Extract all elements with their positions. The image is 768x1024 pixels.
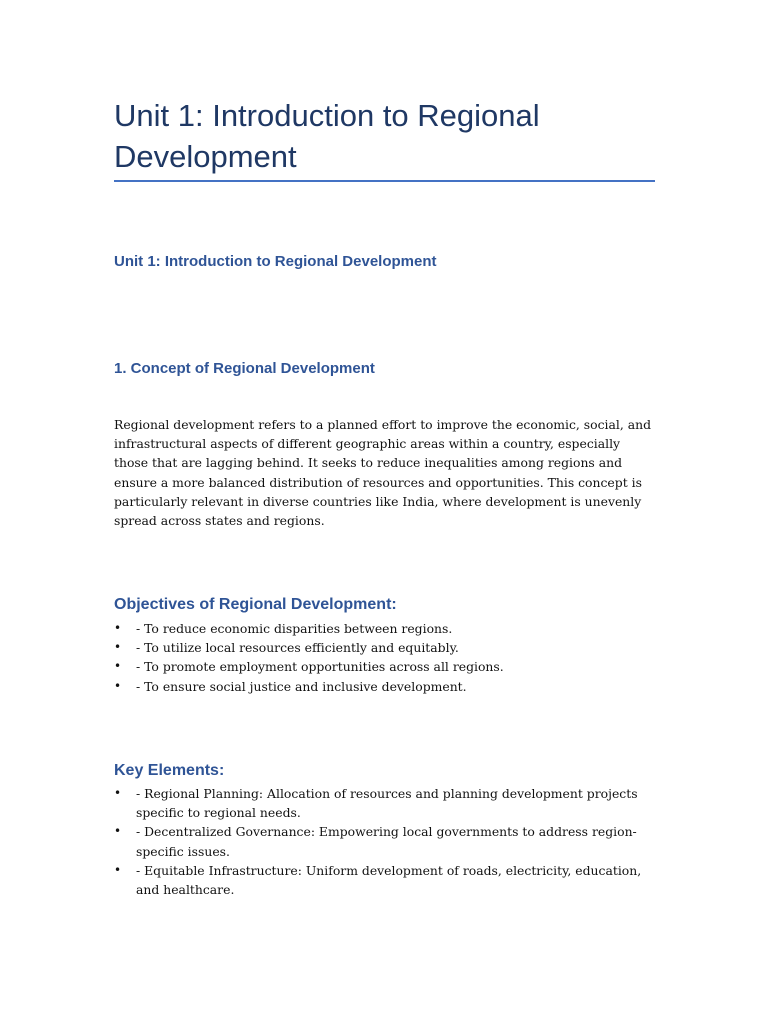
list-item-text: - To utilize local resources efficiently and equitably. — [136, 640, 459, 656]
list-item — [114, 677, 655, 696]
bullet-icon: • — [114, 824, 122, 839]
document-title: Unit 1: Introduction to Regional Development — [114, 98, 540, 174]
list-item-text: - Regional Planning: Allocation of resources and planning development projects specific to regional needs. — [136, 786, 638, 821]
section-heading-concept: 1. Concept of Regional Development — [114, 360, 375, 377]
bullet-icon: • — [114, 659, 122, 674]
list-item — [114, 619, 655, 638]
list-item — [114, 657, 655, 676]
objectives-list — [114, 619, 655, 696]
document-subtitle: Unit 1: Introduction to Regional Development — [114, 253, 437, 270]
list-item — [114, 638, 655, 657]
list-item-text: - To reduce economic disparities between regions. — [136, 621, 453, 636]
list-item — [114, 822, 655, 860]
title-underline-rule — [114, 180, 655, 182]
bullet-icon: • — [114, 786, 122, 800]
concept-paragraph: Regional development refers to a planned effort to improve the economic, social, and infrastructural aspects of different geographic areas within a country, especially those that are lagging behind. It seeks to reduce inequalities among regions and ensure a more balanced distribution of resources and opportunities. This concept is particularly relevant in diverse countries like India, where development is unevenly spread across states and regions. — [114, 417, 652, 529]
list-item-text: - Equitable Infrastructure: Uniform development of roads, electricity, education, and healthcare. — [136, 862, 642, 898]
list-item — [114, 784, 655, 822]
list-item-text: - To ensure social justice and inclusive development. — [136, 678, 467, 694]
bullet-icon: • — [114, 678, 122, 693]
bullet-icon: • — [114, 640, 122, 655]
bullet-icon: • — [114, 621, 122, 635]
list-item-text: - To promote employment opportunities across all regions. — [136, 659, 504, 675]
list-item-text: - Decentralized Governance: Empowering local governments to address region-specific issues. — [136, 824, 637, 859]
objectives-heading: Objectives of Regional Development: — [114, 596, 397, 613]
key-elements-list — [114, 784, 655, 899]
key-elements-heading: Key Elements: — [114, 762, 225, 779]
bullet-icon: • — [114, 862, 122, 877]
list-item — [114, 861, 655, 899]
